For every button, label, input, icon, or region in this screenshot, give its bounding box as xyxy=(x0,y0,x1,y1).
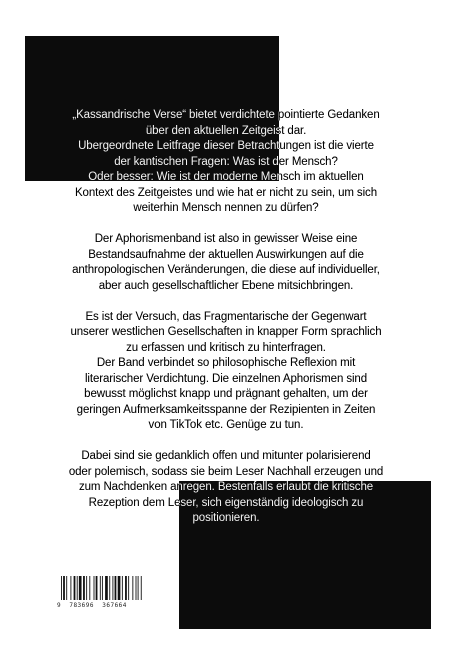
text-line-content: aber auch gesellschaftlicher Ebene mitsichbringen. xyxy=(98,279,354,292)
barcode-bar xyxy=(122,576,123,600)
text-line-content: Kontext des Zeitgeistes und wie hat er nicht zu sein, um sich xyxy=(74,186,377,199)
barcode-bar xyxy=(141,576,142,600)
barcode-bar xyxy=(109,576,110,600)
barcode-bar xyxy=(70,576,71,600)
barcode-bar xyxy=(89,576,90,600)
text-line-content: oder polemisch, sodass sie beim Leser Nachhall erzeugen und xyxy=(68,465,384,478)
text-line-content: Dabei sind sie gedanklich offen und mitunter polarisierend xyxy=(81,450,371,462)
text-line xyxy=(24,108,428,124)
text-line-content: anthropologischen Veränderungen, die diese auf individueller, xyxy=(72,264,380,276)
blurb-text xyxy=(24,108,428,542)
text-line-content: bewusst möglichst knapp und prägnant gehalten, um der xyxy=(84,388,368,400)
paragraph xyxy=(24,449,428,527)
text-line-content: Bestandsaufnahme der aktuellen Auswirkungen auf die xyxy=(88,248,364,261)
barcode-bar xyxy=(100,576,101,600)
text-line-content: Es ist der Versuch, das Fragmentarische der Gegenwart xyxy=(85,310,367,323)
text-line xyxy=(24,418,428,434)
text-line xyxy=(24,170,428,186)
isbn-barcode xyxy=(61,576,145,600)
text-line xyxy=(24,449,428,465)
barcode-bar xyxy=(77,576,78,600)
text-line xyxy=(24,511,428,527)
text-line-content: Oder besser: Wie ist der moderne Mensch im aktuellen xyxy=(88,171,364,183)
text-line-content: unserer westlichen Gesellschaften in knapper Form sprachlich xyxy=(70,326,382,338)
text-line-content: Der Band verbindet so philosophische Reflexion mit xyxy=(96,357,356,369)
text-line-content: zum Nachdenken anregen. Bestenfalls erlaubt die kritische xyxy=(78,481,374,493)
text-line-content: über den aktuellen Zeitgeist dar. xyxy=(145,124,307,137)
barcode-bar xyxy=(86,576,87,600)
text-line xyxy=(24,403,428,419)
paragraph xyxy=(24,232,428,294)
isbn-number: 9 783696 367664 xyxy=(57,602,127,609)
text-line xyxy=(24,372,428,388)
barcode-bar xyxy=(138,576,139,600)
text-line xyxy=(24,124,428,140)
text-line-content: positionieren. xyxy=(192,512,260,524)
barcode-bar xyxy=(115,576,117,600)
text-line xyxy=(24,356,428,372)
text-line xyxy=(24,155,428,171)
barcode-bar xyxy=(61,576,62,600)
barcode-bar xyxy=(94,576,95,600)
text-line xyxy=(24,465,428,481)
text-line xyxy=(24,496,428,512)
text-line-content: geringen Aufmerksamkeitsspanne der Rezipienten in Zeiten xyxy=(76,403,376,416)
text-line xyxy=(24,248,428,264)
barcode-bar xyxy=(105,576,108,600)
text-line xyxy=(24,263,428,279)
text-line-content: Der Aphorismenband ist also in gewisser Weise eine xyxy=(94,233,358,245)
barcode-bar xyxy=(102,576,103,600)
barcode-bar xyxy=(63,576,65,600)
text-line xyxy=(24,186,428,202)
text-line xyxy=(24,279,428,295)
text-line xyxy=(24,201,428,217)
barcode-bar xyxy=(79,576,82,600)
barcode-bar xyxy=(136,576,137,600)
text-line-content: der kantischen Fragen: Was ist der Mensch? xyxy=(114,155,338,168)
text-line-content: Rezeption dem Leser, sich eigenständig ideologisch zu xyxy=(88,496,364,509)
text-line xyxy=(24,341,428,357)
text-line-content: weiterhin Mensch nennen zu dürfen? xyxy=(133,202,319,214)
text-line xyxy=(24,139,428,155)
barcode-bar xyxy=(112,576,113,600)
barcode-bar xyxy=(74,576,76,600)
barcode-bar xyxy=(66,576,67,600)
barcode-bar xyxy=(96,576,98,600)
text-line-content: literarischer Verdichtung. Die einzelnen Aphorismen sind xyxy=(84,372,368,385)
text-line xyxy=(24,480,428,496)
barcode-bar xyxy=(132,576,133,600)
text-line-content: „Kassandrische Verse“ bietet verdichtete pointierte Gedanken xyxy=(72,109,380,121)
barcode-bar xyxy=(128,576,129,600)
paragraph xyxy=(24,310,428,434)
text-line-content: zu erfassen und kritisch zu hinterfragen. xyxy=(126,341,326,354)
barcode-bar xyxy=(83,576,85,600)
text-line xyxy=(24,325,428,341)
paragraph xyxy=(24,108,428,217)
text-line-content: Übergeordnete Leitfrage dieser Betrachtungen ist die vierte xyxy=(78,140,374,152)
text-line xyxy=(24,310,428,326)
text-line xyxy=(24,232,428,248)
text-line xyxy=(24,387,428,403)
text-line-content: von TikTok etc. Genüge zu tun. xyxy=(148,419,304,431)
barcode-bar xyxy=(118,576,121,600)
barcode-bar xyxy=(125,576,127,600)
